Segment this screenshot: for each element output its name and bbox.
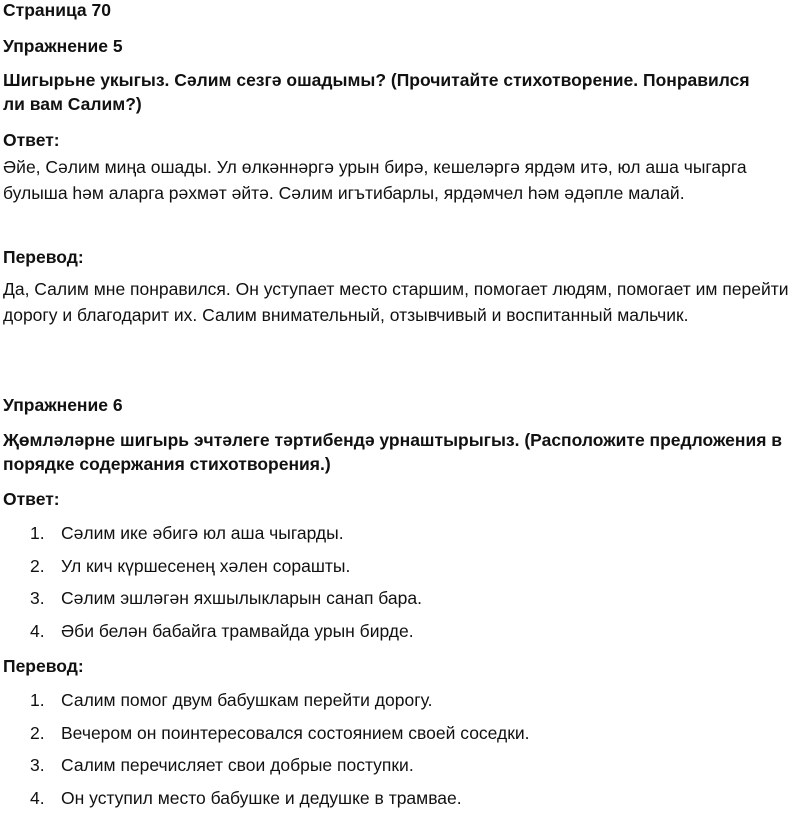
list-item: [3, 753, 530, 786]
exercise5-task: Шигырьне укыгыз. Сәлим сезгә ошадымы? (Прочитайте стихотворение. Понравился ли вам Салим?): [3, 68, 763, 116]
exercise6-task: Җөмләләрне шигырь эчтәлеге тәртибендә урнаштырыгыз. (Расположите предложения в порядке содержания стихотворения.): [3, 428, 793, 476]
list-item-number: 1.: [30, 688, 45, 712]
exercise5-answer-text: Әйе, Сәлим миңа ошады. Ул өлкәннәргә урын бирә, кешеләргә ярдәм итә, юл аша чыгарга булыша һәм аларга рәхмәт әйтә. Сәлим игътибарлы, ярдәмчел һәм әдәпле малай.: [3, 154, 798, 206]
list-item: [3, 786, 530, 818]
list-item-text: Вечером он поинтересовался состоянием своей соседки.: [61, 723, 530, 743]
list-item-text: Сәлим эшләгән яхшылыкларын санап бара.: [61, 588, 422, 608]
list-item-text: Әби белән бабайга трамвайда урын бирде.: [61, 621, 414, 641]
list-item-number: 1.: [30, 521, 45, 545]
list-item-text: Он уступил место бабушке и дедушке в трамвае.: [61, 788, 462, 808]
list-item-text: Салим перечисляет свои добрые поступки.: [61, 755, 414, 775]
list-item-text: Ул кич күршесенең хәлен сорашты.: [61, 556, 350, 576]
list-item: [3, 521, 422, 554]
page-title: Страница 70: [3, 0, 111, 22]
list-item-number: 2.: [30, 554, 45, 578]
list-item-number: 4.: [30, 619, 45, 643]
list-item: [3, 619, 422, 652]
exercise5-answer-label: Ответ:: [3, 128, 60, 152]
list-item-text: Салим помог двум бабушкам перейти дорогу.: [61, 690, 432, 710]
exercise5-translation-text: Да, Салим мне понравился. Он уступает место старшим, помогает людям, помогает им перейти дорогу и благодарит их. Салим внимательный, отзывчивый и воспитанный мальчик.: [3, 276, 798, 328]
exercise5-heading: Упражнение 5: [3, 34, 123, 58]
list-item: [3, 586, 422, 619]
exercise6-heading: Упражнение 6: [3, 393, 123, 417]
list-item-number: 2.: [30, 721, 45, 745]
exercise6-translation-list: [3, 688, 530, 818]
exercise6-answer-list: [3, 521, 422, 651]
list-item-text: Сәлим ике әбигә юл аша чыгарды.: [61, 523, 344, 543]
list-item-number: 3.: [30, 753, 45, 777]
exercise5-translation-label: Перевод:: [3, 245, 84, 269]
list-item: [3, 721, 530, 754]
list-item-number: 4.: [30, 786, 45, 810]
list-item-number: 3.: [30, 586, 45, 610]
exercise6-answer-label: Ответ:: [3, 487, 60, 511]
exercise6-translation-label: Перевод:: [3, 654, 84, 678]
list-item: [3, 554, 422, 587]
list-item: [3, 688, 530, 721]
